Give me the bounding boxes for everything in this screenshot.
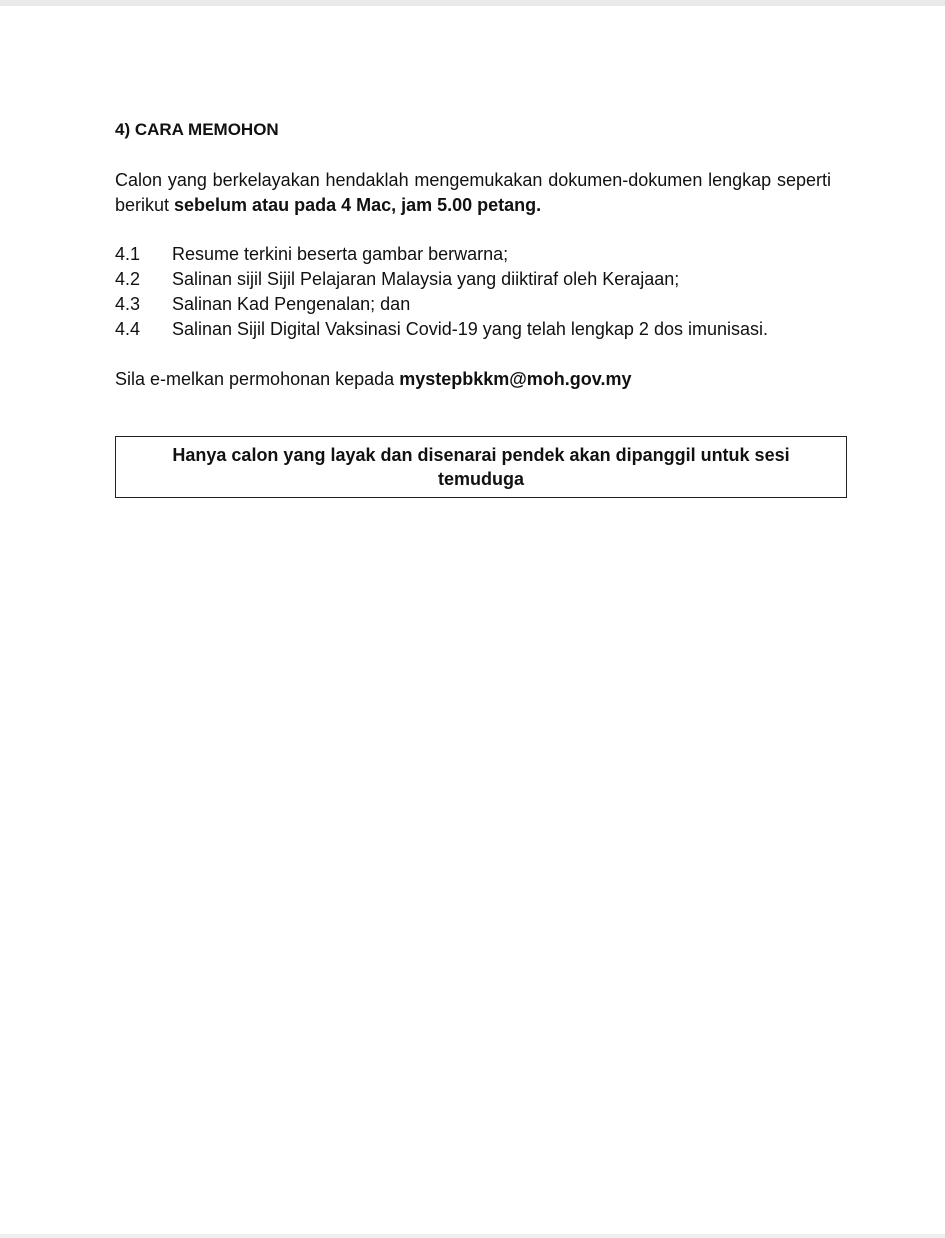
email-instruction: [115, 367, 831, 392]
email-address: mystepbkkm@moh.gov.my: [399, 369, 632, 389]
notice-box: [115, 436, 847, 498]
notice-text: Hanya calon yang layak dan disenarai pendek akan dipanggil untuk sesi temuduga: [172, 445, 790, 489]
list-item: [115, 267, 831, 292]
list-item: [115, 317, 831, 342]
list-item-number: 4.3: [115, 294, 141, 314]
list-item-text: Salinan sijil Sijil Pelajaran Malaysia yang diiktiraf oleh Kerajaan;: [172, 269, 680, 289]
intro-text: Calon yang berkelayakan hendaklah mengemukakan dokumen-dokumen lengkap seperti berikut: [115, 170, 831, 215]
requirements-list: [115, 242, 831, 342]
section-heading: 4) CARA MEMOHON: [115, 120, 279, 139]
list-item-number: 4.4: [115, 319, 141, 339]
list-item-text: Resume terkini beserta gambar berwarna;: [172, 244, 509, 264]
bottom-edge: [0, 1234, 945, 1238]
document-content: [115, 118, 831, 410]
top-edge: [0, 0, 945, 6]
intro-deadline: sebelum atau pada 4 Mac, jam 5.00 petang.: [174, 195, 542, 215]
intro-paragraph: [115, 168, 831, 218]
list-item: [115, 242, 831, 267]
list-item: [115, 292, 831, 317]
list-item-number: 4.1: [115, 244, 141, 264]
email-prefix: Sila e-melkan permohonan kepada: [115, 369, 400, 389]
list-item-text: Salinan Kad Pengenalan; dan: [172, 294, 411, 314]
list-item-number: 4.2: [115, 269, 141, 289]
list-item-text: Salinan Sijil Digital Vaksinasi Covid-19 yang telah lengkap 2 dos imunisasi.: [172, 319, 768, 339]
